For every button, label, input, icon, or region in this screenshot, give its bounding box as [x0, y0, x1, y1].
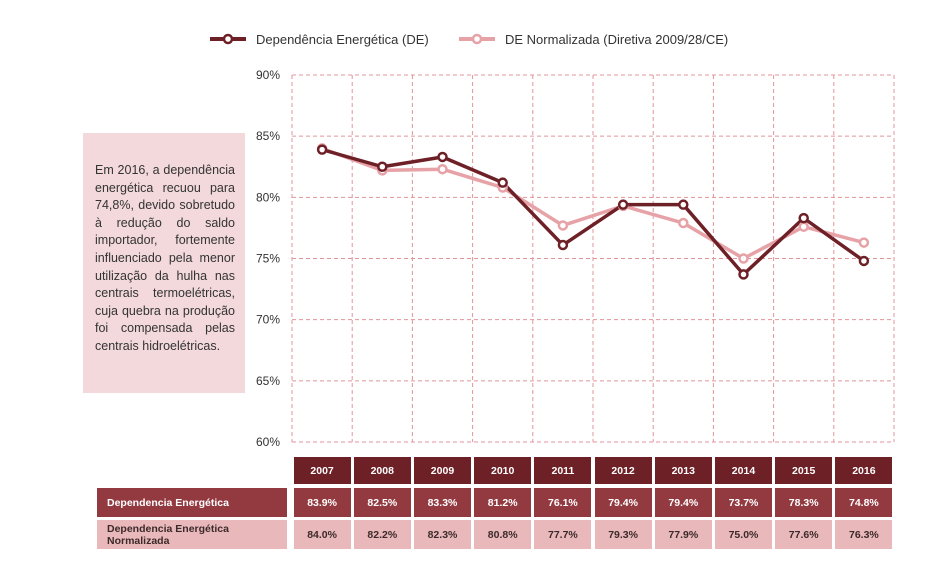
y-tick-label: 80% [255, 190, 280, 205]
legend-label: Dependência Energética (DE) [256, 32, 429, 47]
legend-marker [224, 35, 232, 43]
data-point [740, 270, 748, 278]
de-value-cell: 82.5% [354, 488, 411, 517]
y-tick-label: 60% [255, 435, 280, 449]
year-cell: 2007 [294, 457, 351, 484]
den-value-cell: 77.6% [775, 520, 832, 549]
data-point [679, 201, 687, 209]
year-cell: 2016 [835, 457, 892, 484]
den-value-cell: 82.3% [414, 520, 471, 549]
data-point [559, 241, 567, 249]
table-den-row [0, 520, 944, 549]
table-de-row [0, 488, 944, 517]
de-value-cell: 83.9% [294, 488, 351, 517]
year-cell: 2013 [655, 457, 712, 484]
y-tick-label: 85% [255, 129, 280, 144]
den-value-cell: 84.0% [294, 520, 351, 549]
row-label-de: Dependencia Energética [97, 488, 287, 517]
de-value-cell: 78.3% [775, 488, 832, 517]
data-point [439, 153, 447, 161]
year-cell: 2008 [354, 457, 411, 484]
den-value-cell: 76.3% [835, 520, 892, 549]
y-tick-label: 70% [255, 312, 280, 327]
den-value-cell: 77.9% [655, 520, 712, 549]
legend-marker [473, 35, 481, 43]
de-value-cell: 81.2% [474, 488, 531, 517]
table-year-row [0, 457, 944, 484]
data-point [318, 146, 326, 154]
year-cell: 2015 [775, 457, 832, 484]
legend-label: DE Normalizada (Diretiva 2009/28/CE) [505, 32, 729, 47]
de-value-cell: 74.8% [835, 488, 892, 517]
data-point [619, 201, 627, 209]
data-point [860, 239, 868, 247]
year-cell: 2012 [595, 457, 652, 484]
data-point [559, 221, 567, 229]
data-point [800, 214, 808, 222]
data-point [499, 179, 507, 187]
den-value-cell: 80.8% [474, 520, 531, 549]
y-tick-label: 65% [255, 373, 280, 388]
de-value-cell: 79.4% [655, 488, 712, 517]
year-cell: 2009 [414, 457, 471, 484]
den-value-cell: 82.2% [354, 520, 411, 549]
data-point [740, 255, 748, 263]
data-point [679, 219, 687, 227]
data-point [378, 163, 386, 171]
den-value-cell: 77.7% [534, 520, 591, 549]
de-value-cell: 73.7% [715, 488, 772, 517]
data-point [800, 223, 808, 231]
y-tick-label: 75% [255, 251, 280, 266]
data-point [860, 257, 868, 265]
row-label-den: Dependencia Energética Normalizada [97, 520, 287, 549]
den-value-cell: 75.0% [715, 520, 772, 549]
year-cell: 2010 [474, 457, 531, 484]
note-text: Em 2016, a dependência energética recuou para 74,8%, devido sobretudo à redução do saldo importador, fortemente influenciado pela menor utilização da hulha nas centrais termoelétricas, cuja quebra na produção foi compensada pelas centrais hidroelétricas. [95, 163, 235, 353]
y-tick-label: 90% [255, 68, 280, 82]
year-cell: 2014 [715, 457, 772, 484]
den-value-cell: 79.3% [595, 520, 652, 549]
de-value-cell: 79.4% [595, 488, 652, 517]
de-value-cell: 83.3% [414, 488, 471, 517]
year-cell: 2011 [534, 457, 591, 484]
de-value-cell: 76.1% [534, 488, 591, 517]
data-point [439, 165, 447, 173]
